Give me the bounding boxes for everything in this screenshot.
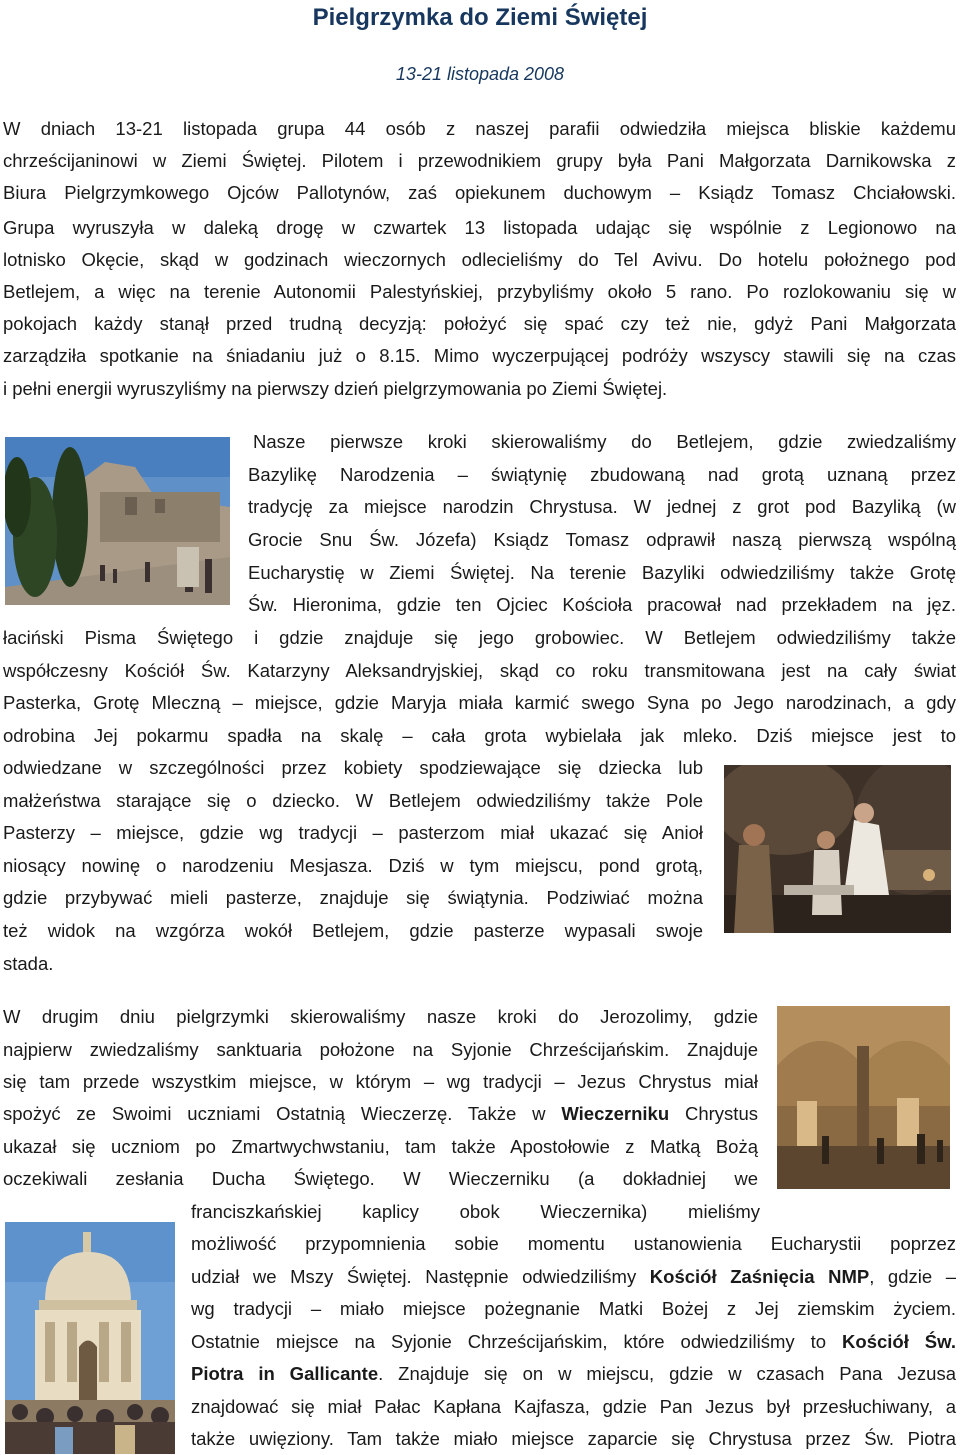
text-line [3,1098,758,1130]
text-line: Grupa wyruszyła w daleką drogę w czwartek 13 listopada udając się wspólnie z Legionowo na [3,217,956,238]
bold-term: Kościół Zaśnięcia NMP [649,1266,870,1287]
text-line: możliwość przypomnienia sobie momentu ustanowienia Eucharystii poprzez [191,1233,956,1254]
text-line: ukazał się uczniom po Zmartwychwstaniu, tam także Apostołowie z Matką Bożą [3,1136,758,1157]
text-span: . Znajduje się on w miejscu, gdzie w czasach Pana Jezusa [378,1363,956,1384]
page-title: Pielgrzymka do Ziemi Świętej [312,4,648,31]
bold-term: Kościół Św. [842,1331,956,1352]
text-line: Bazylikę Narodzenia – świątynię zbudowaną nad grotą uznaną przez [248,464,956,485]
bold-term: Wieczerniku [561,1103,670,1124]
text-line: znajdować się miał Pałac Kapłana Kajfasza, gdzie Pan Jezus był przesłuchiwany, a [191,1396,956,1417]
text-span: Chrystus [685,1103,758,1124]
text-line: wg tradycji – miało miejsce pożegnanie Matki Bożej z Jej ziemskim życiem. [191,1298,956,1319]
text-line: Pasterzy – miejsce, gdzie wg tradycji – pasterzom miał ukazać się Anioł [3,822,703,843]
text-line: oczekiwali zesłania Ducha Świętego. W Wieczerniku (a dokładniej we [3,1168,758,1189]
text-span: spożyć ze Swoimi uczniami Ostatnią Wieczerzę. Także w [3,1103,546,1124]
bold-term: Piotra in Gallicante [191,1363,379,1384]
ascension-chapel-photo [5,1222,175,1454]
text-span: udział we Mszy Świętej. Następnie odwiedziliśmy [191,1266,637,1287]
text-line: także uwięziony. Tam także miało miejsce zaparcie się Chrystusa przez Św. Piotra [191,1428,956,1449]
text-line: najpierw zwiedzaliśmy sanktuaria położone na Syjonie Chrześcijańskim. Znajduje [3,1039,758,1060]
text-line: W dniach 13-21 listopada grupa 44 osób z naszej parafii odwiedziła miejsca bliskie każdemu [3,118,956,139]
text-line: też widok na wzgórza wokół Betlejem, gdzie pasterze wypasali swoje [3,920,703,941]
text-line: chrześcijaninowi w Ziemi Świętej. Pilotem i przewodnikiem grupy była Pani Małgorzata Darnikowska z [3,150,956,171]
text-line: współczesny Kościół Św. Katarzyny Aleksandryjskiej, skąd co roku transmitowana jest na cały świat [3,660,956,681]
text-line: niosący nowinę o narodzeniu Mesjasza. Dziś w tym miejscu, pond grotą, [3,855,703,876]
text-line: Biura Pielgrzymkowego Ojców Pallotynów, zaś opiekunem duchowym – Ksiądz Tomasz Chciałowski. [3,182,956,203]
text-line: łaciński Pisma Świętego i gdzie znajduje się jego grobowiec. W Betlejem odwiedziliśmy także [3,627,956,648]
page-date: 13-21 listopada 2008 [395,64,565,84]
text-line: odwiedzane w szczególności przez kobiety spodziewające się dziecka lub [3,757,703,778]
text-line: Eucharystię w Ziemi Świętej. Na terenie Bazyliki odwiedziliśmy także Grotę [248,562,956,583]
cenacle-photo [777,1006,950,1189]
text-line [191,1326,956,1358]
text-line: Św. Hieronima, gdzie ten Ojciec Kościoła pracował nad przekładem na jęz. [248,594,956,615]
text-span: , gdzie – [869,1266,957,1287]
grotto-mass-photo [724,765,951,933]
text-line: się tam przede wszystkim miejsce, w którym – wg tradycji – Jezus Chrystus miał [3,1071,758,1092]
text-line: W drugim dniu pielgrzymki skierowaliśmy nasze kroki do Jerozolimy, gdzie [3,1006,758,1027]
text-line: tradycję za miejsce narodzin Chrystusa. W jednej z grot pod Bazyliką (w [248,496,956,517]
text-span: Ostatnie miejsce na Syjonie Chrześcijańskim, które odwiedziliśmy to [191,1331,827,1352]
bethlehem-square-photo [5,437,230,605]
text-line [191,1261,956,1293]
text-line: odrobina Jej pokarmu spadła na skalę – cała grota wybielała jak mleko. Dziś miejsce jest to [3,725,956,746]
text-line: Betlejem, a więc na terenie Autonomii Palestyńskiej, przybyliśmy około 5 rano. Po rozlokowaniu się w [3,281,956,302]
text-line: lotnisko Okęcie, skąd w godzinach wieczornych odlecieliśmy do Tel Avivu. Do hotelu położnego pod [3,249,956,270]
text-line: stada. [3,953,54,974]
text-line: pokojach każdy stanął przed trudną decyzją: położyć się spać czy też nie, gdyż Pani Małgorzata [3,313,956,334]
text-line: gdzie przybywać mieli pasterze, znajduje się świątynia. Podziwiać można [3,887,703,908]
text-line [191,1358,956,1390]
text-line: małżeństwa starające się o dziecko. W Betlejem odwiedziliśmy także Pole [3,790,703,811]
text-line: Grocie Snu Św. Józefa) Ksiądz Tomasz odprawił naszą pierwszą wspólną [248,529,956,550]
text-line: Nasze pierwsze kroki skierowaliśmy do Betlejem, gdzie zwiedzaliśmy [253,431,956,452]
text-line: franciszkańskiej kaplicy obok Wieczernika) mieliśmy [191,1201,760,1222]
text-line: i pełni energii wyruszyliśmy na pierwszy dzień pielgrzymowania po Ziemi Świętej. [3,378,668,399]
text-line: zarządziła spotkanie na śniadaniu już o 8.15. Mimo wyczerpującej podróży wszyscy stawili się na czas [3,345,956,366]
text-line: Pasterka, Grotę Mleczną – miejsce, gdzie Maryja miała karmić swego Syna po Jego narodzinach, a gdy [3,692,956,713]
